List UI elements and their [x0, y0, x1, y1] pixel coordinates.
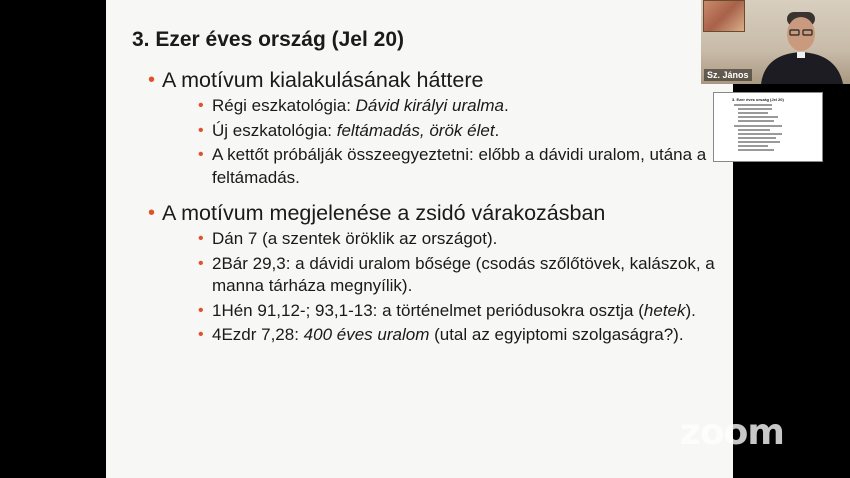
- bullet-text: 4Ezdr 7,28:: [212, 325, 304, 344]
- bullet-item: [198, 95, 726, 118]
- thumbnail-line: [738, 120, 774, 122]
- bullet-text: Dán 7 (a szentek öröklik az országot).: [212, 229, 498, 248]
- bullet-italic: feltámadás, örök élet: [336, 120, 495, 140]
- thumbnail-line: [734, 125, 782, 127]
- section-heading: [148, 67, 726, 93]
- bullet-icon: •: [198, 254, 204, 272]
- bullet-item: [198, 144, 726, 189]
- section-heading: [148, 200, 726, 226]
- zoom-logo: zoom: [680, 412, 784, 453]
- bullet-item: [198, 120, 726, 143]
- bullet-text: 2Bár 29,3: a dávidi uralom bősége (csodás szőlőtövek, kalászok, a manna tárháza megnyílik).: [212, 253, 715, 295]
- bullet-italic: hetek: [643, 300, 686, 320]
- bullet-italic: 400 éves uralom: [303, 325, 430, 344]
- thumbnail-line: [738, 141, 780, 143]
- bullet-icon: •: [198, 97, 204, 114]
- participant-video[interactable]: [701, 0, 850, 84]
- section-heading-text: A motívum kialakulásának háttere: [162, 68, 484, 92]
- thumbnail-line: [738, 137, 776, 139]
- bullet-icon: •: [148, 69, 156, 91]
- presentation-slide: [106, 0, 733, 478]
- bullet-item: [198, 324, 726, 347]
- bullet-text: Régi eszkatológia:: [212, 96, 356, 115]
- thumbnail-line: [738, 149, 774, 151]
- thumbnail-line: [738, 133, 782, 135]
- bullet-text-after: .: [494, 120, 500, 140]
- slide-title: 3. Ezer éves ország (Jel 20): [132, 28, 404, 51]
- bullet-text-after: .: [503, 96, 509, 115]
- thumbnail-title: 3. Ezer éves ország (Jel 20): [732, 97, 784, 102]
- bullet-text: 1Hén 91,12-; 93,1-13: a történelmet periódusokra osztja (: [212, 300, 644, 320]
- thumbnail-line: [738, 129, 770, 131]
- thumbnail-line: [738, 145, 768, 147]
- bullet-icon: •: [198, 146, 204, 163]
- slide-thumbnail[interactable]: [713, 92, 823, 162]
- bullet-item: [198, 253, 726, 298]
- bullet-item: [198, 228, 726, 251]
- bullet-text-after: (utal az egyiptomi szolgaságra?).: [429, 325, 684, 344]
- wall-painting: [703, 0, 745, 32]
- bullet-text-after: ).: [685, 300, 696, 320]
- bullet-icon: •: [198, 326, 204, 343]
- section-heading-text: A motívum megjelenése a zsidó várakozásban: [162, 201, 606, 225]
- thumbnail-line: [734, 104, 772, 106]
- bullet-text: Új eszkatológia:: [212, 120, 337, 140]
- bullet-item: [198, 300, 726, 323]
- bullet-icon: •: [198, 230, 204, 247]
- thumbnail-line: [738, 112, 768, 114]
- bullet-text: A kettőt próbálják összeegyeztetni: előbb a dávidi uralom, utána a feltámadás.: [212, 145, 707, 187]
- bullet-italic: Dávid királyi uralma: [355, 96, 504, 115]
- slide-bullets: [146, 64, 726, 349]
- bullet-icon: •: [198, 121, 204, 139]
- thumbnail-line: [738, 108, 772, 110]
- bullet-icon: •: [148, 202, 156, 224]
- speaker-avatar: [753, 8, 845, 84]
- thumbnail-line: [738, 116, 778, 118]
- participant-name: Sz. János: [704, 69, 752, 81]
- bullet-icon: •: [198, 301, 204, 319]
